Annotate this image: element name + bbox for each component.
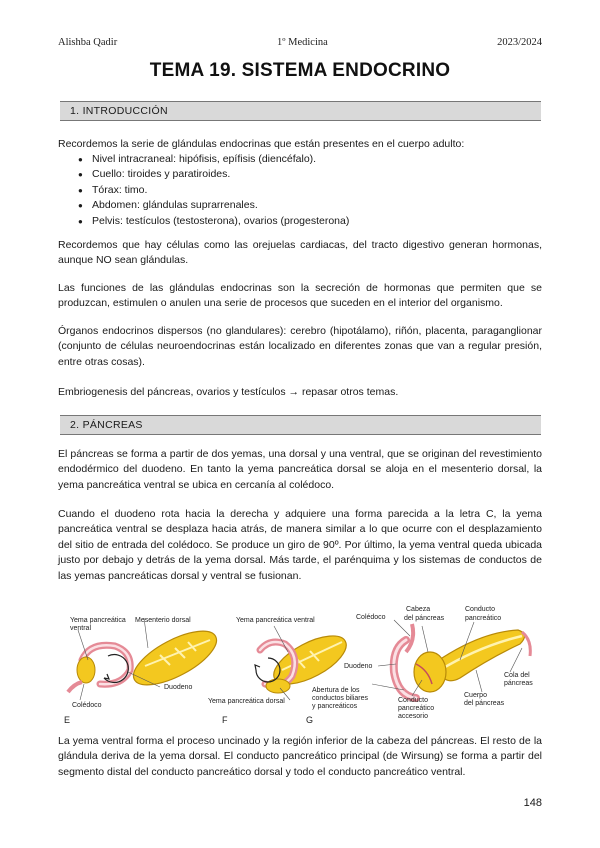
label-yema-ventral-2: ventral [70,625,92,632]
label-accesorio: Conducto [398,697,428,704]
section-heading-pancreas: 2. PÁNCREAS [60,415,541,435]
list-item: ● Abdomen: glándulas suprarrenales. [58,198,542,213]
label-cola: Cola del [504,672,530,679]
label-duodeno-g: Duodeno [344,663,373,670]
paragraph: Embriogenesis del páncreas, ovarios y testículos → repasar otros temas. [58,386,399,398]
label-apertura-3: y pancreáticos [312,703,358,710]
label-apertura-2: conductos biliares [312,695,369,702]
label-accesorio-3: accesorio [398,713,428,720]
header-author: Alishba Qadir [58,37,118,48]
panel-f-letter: F [222,715,228,725]
label-cabeza-2: del páncreas [404,615,445,622]
paragraph: Órganos endocrinos dispersos (no glandulares): cerebro (hipotálamo), riñón, placenta, paraganglionar (conjunto de células neuroendocrinas están localizado en diferentes zonas que van a regular presión, entre otras cosas). [58,325,542,368]
label-yema-ventral-f: Yema pancreática ventral [236,617,315,624]
paragraph: El páncreas se forma a partir de dos yemas, una dorsal y una ventral, que se originan del revestimiento endodérmico del duodeno. En tanto la yema pancreática dorsal se aloja en el mesenterio dorsal, la yema pancreática ventral se ubica en cercanía al colédoco. [58,448,542,491]
label-apertura: Abertura de los [312,687,360,694]
label-accesorio-2: pancreático [398,705,435,712]
panel-f-diagram [255,626,353,694]
pancreas-rotation-figure [60,600,540,726]
panel-g-letter: G [306,715,314,725]
paragraph: Las funciones de las glándulas endocrinas son la secreción de hormonas que permiten que se produzcan, estimulen o anulen una serie de procesos que suceden en el interior del organismo. [58,282,542,310]
panel-e-letter: E [64,715,71,725]
page-number: 148 [523,797,542,809]
label-cola-2: páncreas [504,680,533,687]
paragraph: Recordemos que hay células como las orejuelas cardiacas, del tracto digestivo generan hormonas, aunque NO sean glándulas. [58,239,542,267]
label-conducto-2: pancreático [465,615,502,622]
label-yema-dorsal-f: Yema pancreática dorsal [208,698,285,705]
list-item: ● Tórax: timo. [58,183,542,198]
header-year: 2023/2024 [497,37,542,48]
label-cabeza: Cabeza [406,606,431,613]
paragraph: Cuando el duodeno rota hacia la derecha y adquiere una forma parecida a la letra C, la yema pancreática ventral se desplaza hacia atrás, de manera similar a lo que ocurre con el desplazamiento del sitio de entrada del colédoco. Se produce un giro de 90º. Por último, la yema ventral queda ubicada justo por debajo y detrás de la yema dorsal. Más tarde, el parénquima y los sistemas de conductos de las yemas pancreáticas dorsal y ventral se fusionan. [58,508,542,582]
label-cuerpo-2: del páncreas [464,700,505,707]
section-heading-introduccion: 1. INTRODUCCIÓN [60,101,541,121]
gland-list [58,152,542,229]
label-yema-ventral: Yema pancreática [70,617,126,624]
intro-lead: Recordemos la serie de glándulas endocrinas que están presentes en el cuerpo adulto: [58,138,465,150]
label-coledoco-e: Colédoco [72,702,102,709]
label-cuerpo: Cuerpo [464,692,487,699]
list-item: ● Pelvis: testículos (testosterona), ovarios (progesterona) [58,214,542,229]
list-item: ● Cuello: tiroides y paratiroides. [58,167,542,182]
paragraph: La yema ventral forma el proceso uncinado y la región inferior de la cabeza del páncreas. El resto de la glándula deriva de la yema dorsal. El conducto pancreático principal (de Wirsung) se forma a partir del segmento distal del conducto pancreático dorsal y todo el conducto pancreático ventral. [58,735,542,778]
list-item: ● Nivel intracraneal: hipófisis, epífisis (diencéfalo). [58,152,542,167]
label-conducto: Conducto [465,606,495,613]
label-mesenterio: Mesenterio dorsal [135,617,191,624]
label-duodeno-e: Duodeno [164,684,193,691]
page-title: TEMA 19. SISTEMA ENDOCRINO [149,60,451,81]
header-course: 1º Medicina [277,37,328,48]
label-coledoco-g: Colédoco [356,614,386,621]
